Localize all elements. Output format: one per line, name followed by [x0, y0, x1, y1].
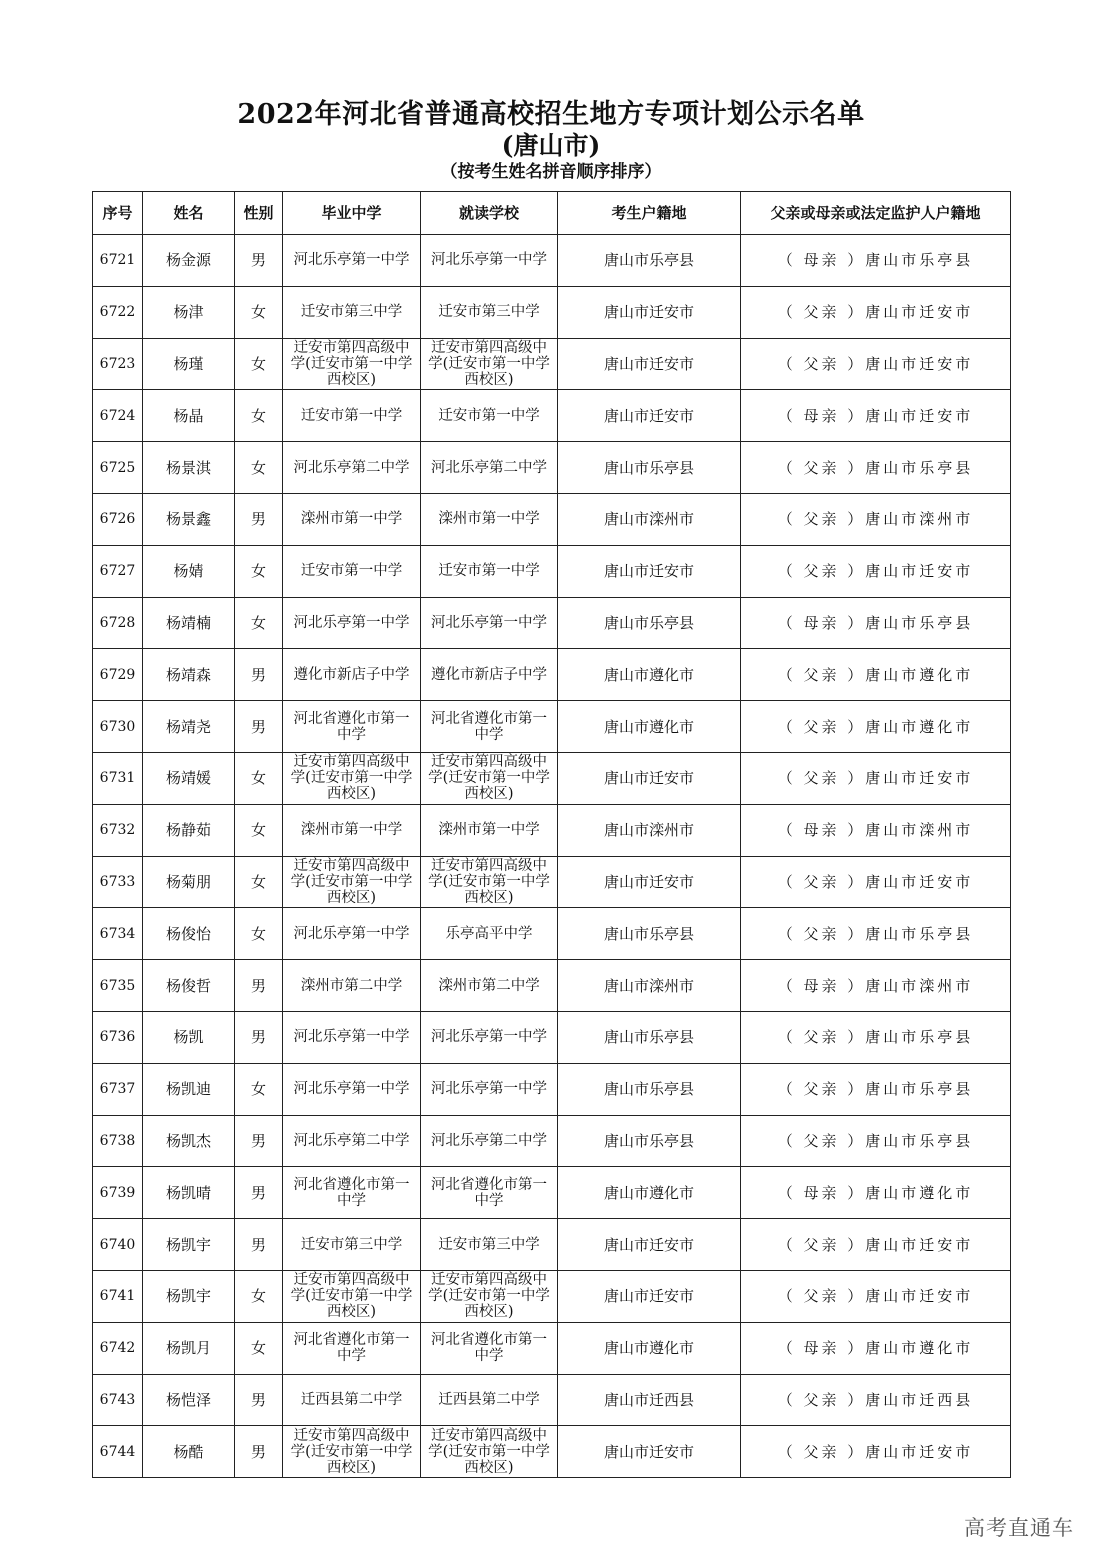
- table-row: [93, 1374, 1011, 1426]
- cell-gender: 男: [235, 649, 283, 701]
- cell-name: 杨俊怡: [143, 908, 235, 960]
- cell-name: 杨恺泽: [143, 1374, 235, 1426]
- cell-id: 6725: [93, 442, 143, 494]
- table-row: [93, 1270, 1011, 1322]
- cell-current-school: 迁安市第三中学: [421, 1219, 558, 1271]
- cell-guardian-registration: （ 父亲 ）唐山市滦州市: [741, 493, 1011, 545]
- cell-id: 6731: [93, 752, 143, 804]
- cell-gender: 女: [235, 856, 283, 908]
- cell-current-school: 迁安市第四高级中学(迁安市第一中学西校区): [421, 752, 558, 804]
- table-row: [93, 960, 1011, 1012]
- cell-current-school: 遵化市新店子中学: [421, 649, 558, 701]
- table-row: [93, 1115, 1011, 1167]
- column-header-gender: 性别: [235, 192, 283, 235]
- table-header-row: [93, 192, 1011, 235]
- cell-graduation-school: 河北省遵化市第一中学: [283, 1167, 421, 1219]
- cell-id: 6722: [93, 286, 143, 338]
- cell-gender: 女: [235, 908, 283, 960]
- cell-name: 杨酷: [143, 1426, 235, 1478]
- cell-graduation-school: 河北省遵化市第一中学: [283, 1322, 421, 1374]
- cell-gender: 女: [235, 1270, 283, 1322]
- cell-current-school: 河北乐亭第一中学: [421, 597, 558, 649]
- cell-guardian-registration: （ 母亲 ）唐山市迁安市: [741, 390, 1011, 442]
- cell-current-school: 迁西县第二中学: [421, 1374, 558, 1426]
- cell-guardian-registration: （ 父亲 ）唐山市乐亭县: [741, 1063, 1011, 1115]
- cell-graduation-school: 滦州市第二中学: [283, 960, 421, 1012]
- cell-name: 杨景鑫: [143, 493, 235, 545]
- cell-gender: 女: [235, 338, 283, 390]
- cell-graduation-school: 迁安市第四高级中学(迁安市第一中学西校区): [283, 338, 421, 390]
- cell-guardian-registration: （ 母亲 ）唐山市乐亭县: [741, 235, 1011, 287]
- cell-current-school: 河北乐亭第一中学: [421, 1011, 558, 1063]
- cell-guardian-registration: （ 父亲 ）唐山市迁安市: [741, 338, 1011, 390]
- cell-registration: 唐山市迁安市: [558, 286, 741, 338]
- cell-registration: 唐山市迁安市: [558, 338, 741, 390]
- cell-current-school: 迁安市第四高级中学(迁安市第一中学西校区): [421, 856, 558, 908]
- table-row: [93, 1167, 1011, 1219]
- table-row: [93, 701, 1011, 753]
- cell-graduation-school: 迁安市第四高级中学(迁安市第一中学西校区): [283, 1270, 421, 1322]
- cell-registration: 唐山市迁安市: [558, 1219, 741, 1271]
- cell-registration: 唐山市遵化市: [558, 701, 741, 753]
- watermark-text: 高考直通车: [964, 1516, 1074, 1540]
- cell-registration: 唐山市乐亭县: [558, 442, 741, 494]
- table-row: [93, 1219, 1011, 1271]
- cell-name: 杨靖媛: [143, 752, 235, 804]
- table-row: [93, 1322, 1011, 1374]
- cell-id: 6723: [93, 338, 143, 390]
- cell-current-school: 迁安市第四高级中学(迁安市第一中学西校区): [421, 338, 558, 390]
- table-row: [93, 442, 1011, 494]
- cell-graduation-school: 河北乐亭第一中学: [283, 597, 421, 649]
- cell-id: 6741: [93, 1270, 143, 1322]
- cell-graduation-school: 河北乐亭第二中学: [283, 1115, 421, 1167]
- cell-gender: 女: [235, 545, 283, 597]
- cell-graduation-school: 河北乐亭第一中学: [283, 1063, 421, 1115]
- table-row: [93, 1063, 1011, 1115]
- cell-name: 杨俊哲: [143, 960, 235, 1012]
- cell-name: 杨瑾: [143, 338, 235, 390]
- cell-current-school: 迁安市第四高级中学(迁安市第一中学西校区): [421, 1426, 558, 1478]
- cell-current-school: 河北乐亭第一中学: [421, 1063, 558, 1115]
- cell-current-school: 迁安市第一中学: [421, 545, 558, 597]
- cell-graduation-school: 河北乐亭第一中学: [283, 908, 421, 960]
- cell-graduation-school: 迁安市第一中学: [283, 390, 421, 442]
- cell-guardian-registration: （ 母亲 ）唐山市遵化市: [741, 1322, 1011, 1374]
- cell-guardian-registration: （ 父亲 ）唐山市迁安市: [741, 752, 1011, 804]
- cell-id: 6726: [93, 493, 143, 545]
- cell-id: 6721: [93, 235, 143, 287]
- cell-registration: 唐山市迁安市: [558, 1426, 741, 1478]
- cell-gender: 男: [235, 1115, 283, 1167]
- column-header-graduation-school: 毕业中学: [283, 192, 421, 235]
- cell-guardian-registration: （ 父亲 ）唐山市乐亭县: [741, 442, 1011, 494]
- cell-gender: 女: [235, 1063, 283, 1115]
- cell-registration: 唐山市乐亭县: [558, 1063, 741, 1115]
- cell-guardian-registration: （ 父亲 ）唐山市迁安市: [741, 1270, 1011, 1322]
- cell-id: 6724: [93, 390, 143, 442]
- cell-current-school: 迁安市第一中学: [421, 390, 558, 442]
- cell-id: 6737: [93, 1063, 143, 1115]
- cell-guardian-registration: （ 母亲 ）唐山市滦州市: [741, 804, 1011, 856]
- table-row: [93, 390, 1011, 442]
- cell-graduation-school: 迁安市第三中学: [283, 286, 421, 338]
- roster-table: [92, 191, 1011, 1478]
- table-row: [93, 752, 1011, 804]
- cell-current-school: 河北乐亭第二中学: [421, 1115, 558, 1167]
- cell-gender: 男: [235, 1167, 283, 1219]
- cell-current-school: 河北省遵化市第一中学: [421, 1167, 558, 1219]
- cell-name: 杨凯月: [143, 1322, 235, 1374]
- cell-guardian-registration: （ 父亲 ）唐山市迁安市: [741, 1219, 1011, 1271]
- column-header-registration: 考生户籍地: [558, 192, 741, 235]
- cell-id: 6736: [93, 1011, 143, 1063]
- column-header-id: 序号: [93, 192, 143, 235]
- cell-gender: 女: [235, 752, 283, 804]
- cell-guardian-registration: （ 父亲 ）唐山市迁安市: [741, 1426, 1011, 1478]
- cell-gender: 女: [235, 597, 283, 649]
- cell-name: 杨景淇: [143, 442, 235, 494]
- table-row: [93, 545, 1011, 597]
- cell-registration: 唐山市乐亭县: [558, 235, 741, 287]
- cell-graduation-school: 河北乐亭第二中学: [283, 442, 421, 494]
- table-row: [93, 1011, 1011, 1063]
- cell-guardian-registration: （ 父亲 ）唐山市迁安市: [741, 856, 1011, 908]
- cell-name: 杨静茹: [143, 804, 235, 856]
- cell-guardian-registration: （ 父亲 ）唐山市乐亭县: [741, 1011, 1011, 1063]
- cell-gender: 男: [235, 1219, 283, 1271]
- cell-registration: 唐山市滦州市: [558, 493, 741, 545]
- cell-gender: 女: [235, 442, 283, 494]
- cell-gender: 女: [235, 1322, 283, 1374]
- cell-id: 6744: [93, 1426, 143, 1478]
- cell-graduation-school: 迁安市第四高级中学(迁安市第一中学西校区): [283, 1426, 421, 1478]
- cell-id: 6732: [93, 804, 143, 856]
- cell-graduation-school: 河北乐亭第一中学: [283, 1011, 421, 1063]
- cell-registration: 唐山市迁安市: [558, 545, 741, 597]
- table-row: [93, 493, 1011, 545]
- cell-id: 6733: [93, 856, 143, 908]
- cell-registration: 唐山市遵化市: [558, 1167, 741, 1219]
- table-row: [93, 338, 1011, 390]
- cell-gender: 男: [235, 1374, 283, 1426]
- cell-id: 6728: [93, 597, 143, 649]
- cell-id: 6734: [93, 908, 143, 960]
- cell-id: 6742: [93, 1322, 143, 1374]
- table-row: [93, 856, 1011, 908]
- cell-registration: 唐山市迁西县: [558, 1374, 741, 1426]
- cell-graduation-school: 滦州市第一中学: [283, 493, 421, 545]
- cell-id: 6739: [93, 1167, 143, 1219]
- cell-id: 6740: [93, 1219, 143, 1271]
- cell-current-school: 滦州市第二中学: [421, 960, 558, 1012]
- column-header-current-school: 就读学校: [421, 192, 558, 235]
- cell-current-school: 河北乐亭第二中学: [421, 442, 558, 494]
- cell-guardian-registration: （ 父亲 ）唐山市迁安市: [741, 545, 1011, 597]
- cell-guardian-registration: （ 母亲 ）唐山市滦州市: [741, 960, 1011, 1012]
- cell-name: 杨金源: [143, 235, 235, 287]
- cell-gender: 男: [235, 235, 283, 287]
- cell-name: 杨津: [143, 286, 235, 338]
- cell-id: 6738: [93, 1115, 143, 1167]
- cell-name: 杨凯杰: [143, 1115, 235, 1167]
- cell-current-school: 迁安市第四高级中学(迁安市第一中学西校区): [421, 1270, 558, 1322]
- cell-current-school: 河北乐亭第一中学: [421, 235, 558, 287]
- cell-name: 杨菊朋: [143, 856, 235, 908]
- cell-graduation-school: 遵化市新店子中学: [283, 649, 421, 701]
- column-header-guardian-registration: 父亲或母亲或法定监护人户籍地: [741, 192, 1011, 235]
- cell-name: 杨婧: [143, 545, 235, 597]
- cell-current-school: 滦州市第一中学: [421, 493, 558, 545]
- cell-graduation-school: 迁安市第一中学: [283, 545, 421, 597]
- cell-current-school: 迁安市第三中学: [421, 286, 558, 338]
- cell-registration: 唐山市滦州市: [558, 960, 741, 1012]
- table-row: [93, 286, 1011, 338]
- cell-graduation-school: 迁安市第四高级中学(迁安市第一中学西校区): [283, 752, 421, 804]
- cell-graduation-school: 河北省遵化市第一中学: [283, 701, 421, 753]
- page-title: 2022年河北省普通高校招生地方专项计划公示名单: [237, 99, 865, 130]
- cell-current-school: 滦州市第一中学: [421, 804, 558, 856]
- cell-gender: 男: [235, 1011, 283, 1063]
- cell-registration: 唐山市乐亭县: [558, 1115, 741, 1167]
- cell-id: 6730: [93, 701, 143, 753]
- cell-registration: 唐山市迁安市: [558, 1270, 741, 1322]
- cell-gender: 男: [235, 1426, 283, 1478]
- table-row: [93, 235, 1011, 287]
- cell-guardian-registration: （ 父亲 ）唐山市乐亭县: [741, 1115, 1011, 1167]
- cell-registration: 唐山市乐亭县: [558, 1011, 741, 1063]
- cell-guardian-registration: （ 父亲 ）唐山市迁安市: [741, 286, 1011, 338]
- cell-guardian-registration: （ 父亲 ）唐山市迁西县: [741, 1374, 1011, 1426]
- cell-registration: 唐山市迁安市: [558, 390, 741, 442]
- table-row: [93, 804, 1011, 856]
- cell-gender: 男: [235, 960, 283, 1012]
- city-subtitle: (唐山市): [501, 131, 601, 160]
- cell-current-school: 河北省遵化市第一中学: [421, 1322, 558, 1374]
- cell-id: 6743: [93, 1374, 143, 1426]
- cell-current-school: 河北省遵化市第一中学: [421, 701, 558, 753]
- cell-registration: 唐山市遵化市: [558, 1322, 741, 1374]
- cell-guardian-registration: （ 母亲 ）唐山市乐亭县: [741, 597, 1011, 649]
- cell-graduation-school: 迁西县第二中学: [283, 1374, 421, 1426]
- cell-id: 6735: [93, 960, 143, 1012]
- cell-gender: 男: [235, 701, 283, 753]
- cell-name: 杨凯晴: [143, 1167, 235, 1219]
- table-row: [93, 1426, 1011, 1478]
- table-row: [93, 597, 1011, 649]
- table-row: [93, 649, 1011, 701]
- cell-name: 杨靖森: [143, 649, 235, 701]
- cell-registration: 唐山市滦州市: [558, 804, 741, 856]
- cell-id: 6729: [93, 649, 143, 701]
- cell-guardian-registration: （ 父亲 ）唐山市遵化市: [741, 701, 1011, 753]
- cell-gender: 女: [235, 390, 283, 442]
- cell-name: 杨凯迪: [143, 1063, 235, 1115]
- cell-registration: 唐山市迁安市: [558, 856, 741, 908]
- cell-gender: 男: [235, 493, 283, 545]
- cell-name: 杨凯宇: [143, 1270, 235, 1322]
- column-header-name: 姓名: [143, 192, 235, 235]
- cell-name: 杨靖楠: [143, 597, 235, 649]
- cell-name: 杨靖尧: [143, 701, 235, 753]
- cell-name: 杨凯宇: [143, 1219, 235, 1271]
- cell-name: 杨凯: [143, 1011, 235, 1063]
- cell-graduation-school: 滦州市第一中学: [283, 804, 421, 856]
- cell-guardian-registration: （ 母亲 ）唐山市遵化市: [741, 1167, 1011, 1219]
- cell-guardian-registration: （ 父亲 ）唐山市乐亭县: [741, 908, 1011, 960]
- cell-gender: 女: [235, 804, 283, 856]
- cell-graduation-school: 迁安市第四高级中学(迁安市第一中学西校区): [283, 856, 421, 908]
- sort-note: （按考生姓名拼音顺序排序）: [440, 162, 662, 182]
- cell-current-school: 乐亭高平中学: [421, 908, 558, 960]
- cell-gender: 女: [235, 286, 283, 338]
- table-body: [93, 235, 1011, 1478]
- cell-registration: 唐山市迁安市: [558, 752, 741, 804]
- table-row: [93, 908, 1011, 960]
- cell-guardian-registration: （ 父亲 ）唐山市遵化市: [741, 649, 1011, 701]
- cell-registration: 唐山市乐亭县: [558, 597, 741, 649]
- cell-id: 6727: [93, 545, 143, 597]
- cell-graduation-school: 迁安市第三中学: [283, 1219, 421, 1271]
- cell-registration: 唐山市遵化市: [558, 649, 741, 701]
- cell-registration: 唐山市乐亭县: [558, 908, 741, 960]
- cell-graduation-school: 河北乐亭第一中学: [283, 235, 421, 287]
- cell-name: 杨晶: [143, 390, 235, 442]
